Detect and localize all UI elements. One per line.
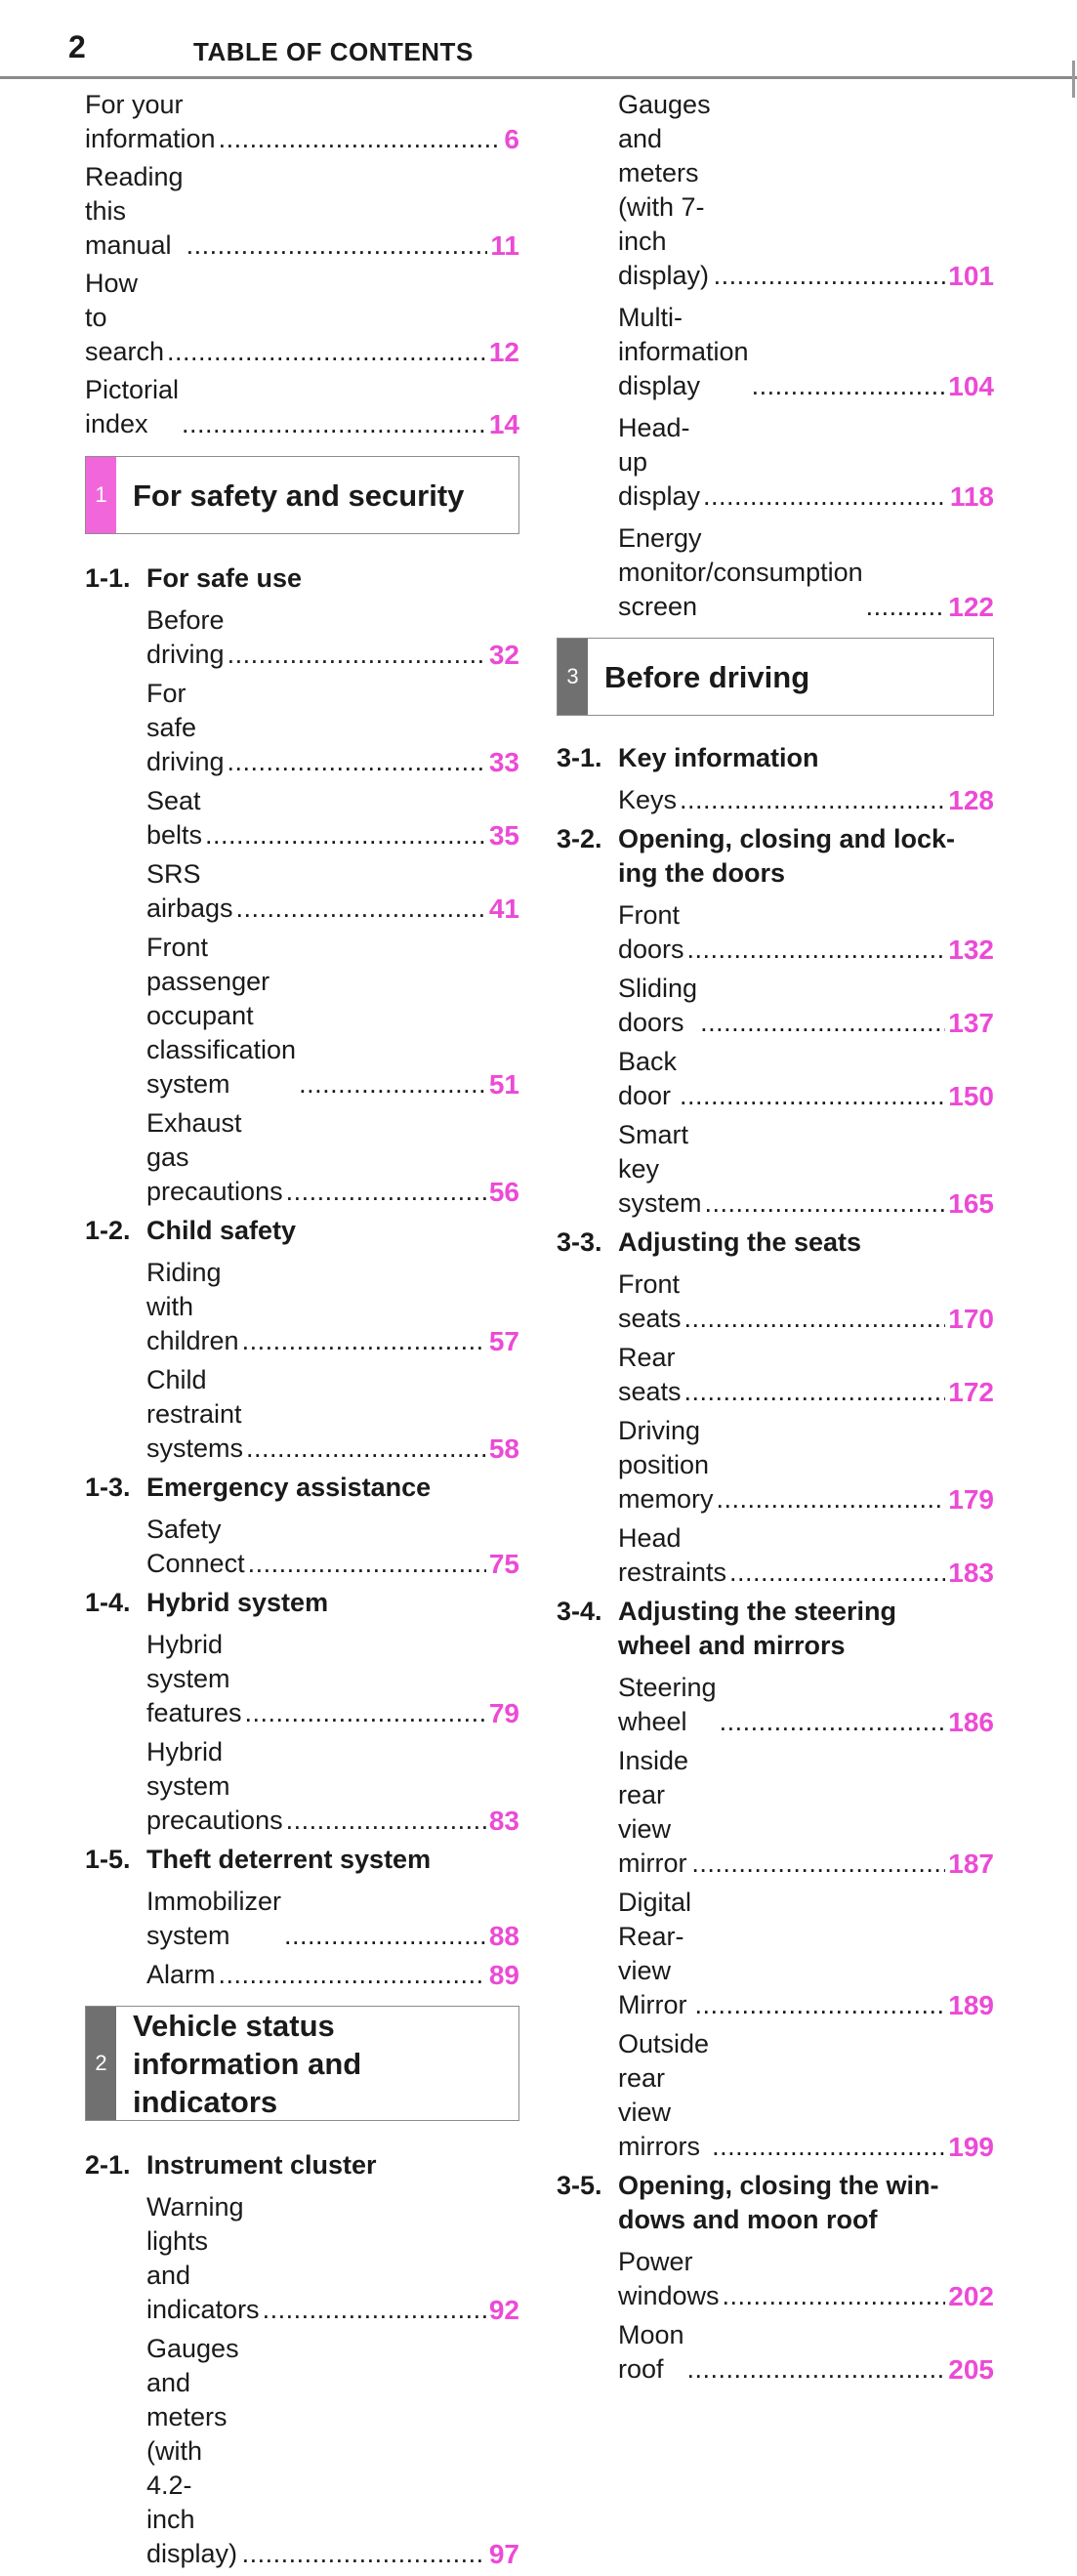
section-title: Theft deterrent system <box>146 1845 432 1874</box>
dot-leader <box>687 933 946 967</box>
section-number: 3-2. <box>557 824 602 853</box>
entry-title: Hybrid system features <box>146 1630 242 1727</box>
dot-leader <box>246 1432 486 1466</box>
toc-entry[interactable] <box>85 1363 519 1466</box>
entry-title: For your information <box>85 90 216 153</box>
dot-leader <box>680 783 945 817</box>
entry-title: Rear seats <box>618 1343 682 1406</box>
dot-leader <box>752 369 946 403</box>
chapter-title: Vehicle status information and indicators <box>133 2008 362 2119</box>
entry-page-number[interactable]: 75 <box>488 1549 519 1579</box>
section-heading[interactable] <box>85 2148 519 2182</box>
section-number: 1-3. <box>85 1473 131 1502</box>
toc-entry[interactable] <box>85 1628 519 1730</box>
entry-title: Seat belts <box>146 786 203 850</box>
toc-entry[interactable] <box>557 1414 994 1517</box>
dot-leader <box>263 2293 486 2327</box>
dot-leader <box>228 745 486 779</box>
dot-leader <box>720 1705 946 1739</box>
entry-title: Digital Rear-view Mirror <box>618 1888 692 2019</box>
section-number: 3-5. <box>557 2171 602 2200</box>
dot-leader <box>286 1175 486 1209</box>
chapter-title: For safety and security <box>133 478 465 513</box>
entry-title: Back door <box>618 1047 678 1110</box>
toc-entry[interactable] <box>557 521 994 624</box>
entry-title: Multi-information display <box>618 303 749 400</box>
entry-title: Front seats <box>618 1269 682 1333</box>
entry-page-number[interactable]: 92 <box>488 2295 519 2325</box>
section-title: For safe use <box>146 563 303 593</box>
entry-title: Hybrid system precautions <box>146 1737 283 1835</box>
section-title: Opening, closing and lock- ing the doors <box>618 824 956 888</box>
toc-entry[interactable] <box>85 2190 519 2327</box>
entry-page-number[interactable]: 35 <box>488 820 519 851</box>
dot-leader <box>242 2537 486 2571</box>
dot-leader <box>684 1375 946 1409</box>
toc-entry[interactable] <box>557 1671 994 1739</box>
entry-title: Sliding doors <box>618 974 698 1037</box>
chapter-number-tab: 1 <box>86 457 116 533</box>
dot-leader <box>729 1556 945 1590</box>
entry-title: Smart key system <box>618 1120 702 1218</box>
chapter-number-tab: 2 <box>86 2007 116 2120</box>
dot-leader <box>205 818 486 852</box>
toc-right-column <box>557 88 994 2391</box>
entry-page-number[interactable]: 170 <box>948 1304 994 1334</box>
toc-entry[interactable] <box>557 1267 994 1336</box>
entry-page-number[interactable]: 11 <box>490 230 519 261</box>
entry-page-number[interactable]: 57 <box>488 1326 519 1356</box>
entry-title: Alarm <box>146 1960 216 1989</box>
dot-leader <box>723 2279 946 2313</box>
entry-page-number[interactable]: 128 <box>948 785 994 815</box>
dot-leader <box>691 1847 945 1881</box>
section-title: Adjusting the steering wheel and mirrors <box>618 1597 897 1660</box>
entry-page-number[interactable]: 33 <box>488 747 519 777</box>
dot-leader <box>700 1006 945 1040</box>
toc-entry[interactable] <box>557 1341 994 1409</box>
entry-title: How to search <box>85 269 165 366</box>
dot-leader <box>284 1919 486 1953</box>
entry-page-number[interactable]: 122 <box>948 592 994 622</box>
entry-title: Head restraints <box>618 1523 727 1587</box>
dot-leader <box>182 407 486 441</box>
entry-page-number[interactable]: 186 <box>948 1707 994 1737</box>
entry-page-number[interactable]: 199 <box>948 2132 994 2162</box>
dot-leader <box>680 1079 945 1113</box>
dot-leader <box>714 259 946 293</box>
toc-entry[interactable] <box>85 2332 519 2571</box>
entry-page-number[interactable]: 12 <box>488 337 519 367</box>
entry-page-number[interactable]: 6 <box>504 124 519 154</box>
toc-entry[interactable] <box>85 1513 519 1581</box>
dot-leader <box>236 892 486 926</box>
section-title: Key information <box>618 743 819 772</box>
entry-page-number[interactable]: 205 <box>948 2354 994 2385</box>
dot-leader <box>186 229 488 263</box>
section-number: 1-5. <box>85 1845 131 1874</box>
toc-entry[interactable] <box>557 88 994 293</box>
toc-entry[interactable] <box>85 677 519 779</box>
section-number: 3-4. <box>557 1597 602 1626</box>
toc-entry[interactable] <box>85 1106 519 1209</box>
entry-title: SRS airbags <box>146 859 233 923</box>
toc-left-column <box>85 88 519 2576</box>
entry-page-number[interactable]: 132 <box>948 935 994 965</box>
dot-leader <box>705 1186 946 1221</box>
section-heading[interactable] <box>85 1471 519 1505</box>
toc-entry[interactable] <box>557 2245 994 2313</box>
toc-entry[interactable] <box>557 1886 994 2022</box>
entry-title: Gauges and meters (with 4.2- inch display) <box>146 2334 239 2568</box>
entry-title: Driving position memory <box>618 1416 714 1514</box>
chapter-header-3[interactable] <box>557 638 994 716</box>
section-number: 2-1. <box>85 2150 131 2180</box>
section-heading[interactable] <box>85 1843 519 1877</box>
entry-page-number[interactable]: 183 <box>948 1558 994 1588</box>
toc-entry[interactable] <box>85 784 519 852</box>
page-title: TABLE OF CONTENTS <box>193 37 474 66</box>
section-title: Emergency assistance <box>146 1473 432 1502</box>
header-divider <box>0 76 1077 79</box>
entry-title: Front passenger occupant classification system <box>146 933 297 1099</box>
dot-leader <box>299 1067 486 1101</box>
dot-leader <box>703 479 947 514</box>
section-number: 1-4. <box>85 1588 131 1617</box>
dot-leader <box>684 1302 946 1336</box>
entry-page-number[interactable]: 14 <box>488 409 519 439</box>
entry-page-number[interactable]: 172 <box>948 1377 994 1407</box>
dot-leader <box>228 638 486 672</box>
dot-leader <box>219 1958 486 1992</box>
toc-entry[interactable] <box>85 267 519 369</box>
entry-page-number[interactable]: 89 <box>488 1960 519 1990</box>
entry-page-number[interactable]: 41 <box>488 893 519 924</box>
toc-entry[interactable] <box>85 1958 519 1992</box>
dot-leader <box>286 1804 486 1838</box>
dot-leader <box>694 1988 945 2022</box>
toc-entry[interactable] <box>85 1735 519 1838</box>
dot-leader <box>245 1696 486 1730</box>
section-number: 1-1. <box>85 563 131 593</box>
entry-title: Warning lights and indicators <box>146 2192 260 2324</box>
section-number: 3-1. <box>557 743 602 772</box>
toc-entry[interactable] <box>557 411 994 514</box>
toc-entry[interactable] <box>557 301 994 403</box>
toc-entry[interactable] <box>557 2027 994 2164</box>
dot-leader <box>717 1482 946 1517</box>
dot-leader <box>866 590 946 624</box>
entry-page-number[interactable]: 88 <box>488 1921 519 1951</box>
dot-leader <box>248 1547 486 1581</box>
entry-title: Front doors <box>618 900 684 964</box>
section-title: Adjusting the seats <box>618 1227 862 1257</box>
entry-title: For safe driving <box>146 679 225 776</box>
dot-leader <box>219 122 502 156</box>
section-heading[interactable] <box>557 741 994 775</box>
entry-title: Pictorial index <box>85 375 180 438</box>
entry-page-number[interactable]: 202 <box>948 2281 994 2311</box>
entry-title: Power windows <box>618 2247 720 2310</box>
entry-title: Inside rear view mirror <box>618 1746 689 1878</box>
entry-page-number[interactable]: 51 <box>488 1069 519 1100</box>
page-header <box>0 0 1077 82</box>
dot-leader <box>167 335 486 369</box>
page-number: 2 <box>68 29 86 64</box>
entry-page-number[interactable]: 189 <box>948 1990 994 2020</box>
entry-title: Child restraint systems <box>146 1365 244 1463</box>
entry-title: Before driving <box>146 605 225 669</box>
section-title: Hybrid system <box>146 1588 329 1617</box>
section-heading[interactable] <box>85 1586 519 1620</box>
entry-page-number[interactable]: 32 <box>488 640 519 670</box>
toc-entry[interactable] <box>85 931 519 1101</box>
entry-page-number[interactable]: 187 <box>948 1849 994 1879</box>
entry-page-number[interactable]: 179 <box>948 1484 994 1515</box>
section-title: Instrument cluster <box>146 2150 377 2180</box>
chapter-title: Before driving <box>604 659 810 694</box>
entry-page-number[interactable]: 97 <box>488 2539 519 2569</box>
dot-leader <box>242 1324 486 1358</box>
edge-tab-marker <box>1072 61 1075 98</box>
section-number: 3-3. <box>557 1227 602 1257</box>
section-heading[interactable] <box>85 1214 519 1248</box>
entry-page-number[interactable]: 56 <box>488 1177 519 1207</box>
toc-entry[interactable] <box>85 160 519 263</box>
chapter-number-tab: 3 <box>558 639 588 715</box>
toc-entry[interactable] <box>85 88 519 156</box>
toc-entry[interactable] <box>557 1744 994 1881</box>
chapter-header-2[interactable] <box>85 2006 519 2121</box>
toc-entry[interactable] <box>85 857 519 926</box>
section-heading[interactable] <box>557 822 994 891</box>
entry-page-number[interactable]: 118 <box>949 481 994 512</box>
entry-page-number[interactable]: 137 <box>948 1008 994 1038</box>
section-heading[interactable] <box>85 561 519 596</box>
toc-entry[interactable] <box>85 1256 519 1358</box>
toc-entry[interactable] <box>85 373 519 441</box>
entry-title: Riding with children <box>146 1258 239 1355</box>
entry-title: Outside rear view mirrors <box>618 2029 710 2161</box>
section-heading[interactable] <box>557 2169 994 2237</box>
entry-title: Reading this manual <box>85 162 184 260</box>
toc-entry[interactable] <box>557 2318 994 2387</box>
entry-page-number[interactable]: 79 <box>488 1698 519 1728</box>
section-title: Child safety <box>146 1216 297 1245</box>
toc-entry[interactable] <box>557 898 994 967</box>
entry-title: Moon roof <box>618 2320 684 2384</box>
toc-entry[interactable] <box>557 1118 994 1221</box>
toc-entry[interactable] <box>557 972 994 1040</box>
entry-page-number[interactable]: 150 <box>948 1081 994 1111</box>
entry-page-number[interactable]: 101 <box>948 261 994 291</box>
entry-page-number[interactable]: 104 <box>948 371 994 401</box>
dot-leader <box>712 2130 945 2164</box>
dot-leader <box>687 2352 946 2387</box>
toc-entry[interactable] <box>557 1521 994 1590</box>
entry-title: Steering wheel <box>618 1673 717 1736</box>
entry-title: Safety Connect <box>146 1515 245 1578</box>
toc-entry[interactable] <box>85 1885 519 1953</box>
toc-entry[interactable] <box>557 783 994 817</box>
entry-title: Energy monitor/consumption screen <box>618 523 863 621</box>
entry-title: Gauges and meters (with 7- inch display) <box>618 90 711 290</box>
entry-page-number[interactable]: 83 <box>488 1806 519 1836</box>
entry-title: Immobilizer system <box>146 1887 282 1950</box>
entry-page-number[interactable]: 165 <box>948 1188 994 1219</box>
entry-page-number[interactable]: 58 <box>488 1433 519 1464</box>
section-heading[interactable] <box>557 1226 994 1260</box>
entry-title: Head-up display <box>618 413 701 511</box>
section-number: 1-2. <box>85 1216 131 1245</box>
toc-entry[interactable] <box>557 1045 994 1113</box>
chapter-header-1[interactable] <box>85 456 519 534</box>
entry-title: Keys <box>618 785 678 814</box>
section-title: Opening, closing the win- dows and moon roof <box>618 2171 939 2234</box>
toc-entry[interactable] <box>85 603 519 672</box>
entry-title: Exhaust gas precautions <box>146 1108 283 1206</box>
